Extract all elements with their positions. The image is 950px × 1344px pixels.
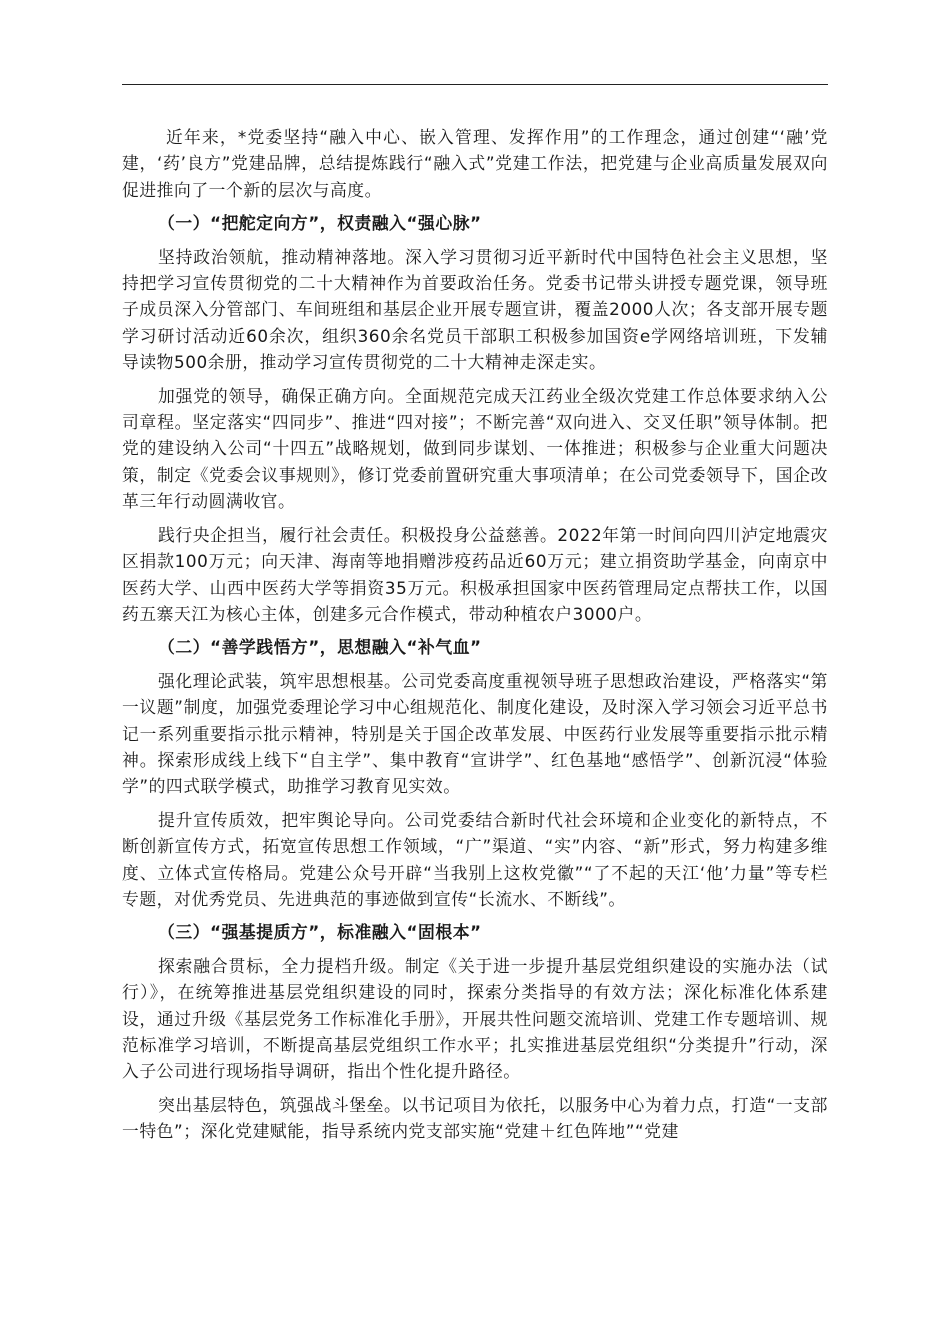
section-1-paragraph-3: 践行央企担当，履行社会责任。积极投身公益慈善。2022年第一时间向四川泸定地震灾区捐款100万元；向天津、海南等地捐赠涉疫药品近60万元；建立捐资助学基金，向南京中医药大学、山西中医药大学等捐资35万元。积极承担国家中医药管理局定点帮扶工作，以国药五寨天江为核心主体，创建多元合作模式，带动种植农户3000户。 — [122, 524, 828, 624]
intro-paragraph: 近年来，*党委坚持“融入中心、嵌入管理、发挥作用”的工作理念，通过创建“‘融’党建，‘药’良方”党建品牌，总结提炼践行“融入式”党建工作法，把党建与企业高质量发展双向促进推向了一个新的层次与高度。 — [122, 127, 828, 200]
document-body — [122, 124, 828, 1152]
section-1-paragraph-2: 加强党的领导，确保正确方向。全面规范完成天江药业全级次党建工作总体要求纳入公司章程。坚定落实“四同步”、推进“四对接”；不断完善“双向进入、交叉任职”领导体制。把党的建设纳入公司“十四五”战略规划，做到同步谋划、一体推进；积极参与企业重大问题决策，制定《党委会议事规则》，修订党委前置研究重大事项清单；在公司党委领导下，国企改革三年行动圆满收官。 — [122, 385, 828, 512]
header-divider — [122, 84, 828, 85]
section-2-paragraph-1: 强化理论武装，筑牢思想根基。公司党委高度重视领导班子思想政治建设，严格落实“第一议题”制度，加强党委理论学习中心组规范化、制度化建设，及时深入学习领会习近平总书记一系列重要指示批示精神，特别是关于国企改革发展、中医药行业发展等重要指示批示精神。探索形成线上线下“自主学”、集中教育“宣讲学”、红色基地“感悟学”、创新沉浸“体验学”的四式联学模式，助推学习教育见实效。 — [122, 670, 828, 797]
section-heading-1: （一）“把舵定向方”，权责融入“强心脉” — [158, 213, 482, 234]
section-3-paragraph-2: 突出基层特色，筑强战斗堡垒。以书记项目为依托，以服务中心为着力点，打造“一支部一特色”；深化党建赋能，指导系统内党支部实施“党建＋红色阵地”“党建 — [122, 1094, 828, 1142]
section-2-paragraph-2: 提升宣传质效，把牢舆论导向。公司党委结合新时代社会环境和企业变化的新特点，不断创新宣传方式，拓宽宣传思想工作领域，“广”渠道、“实”内容、“新”形式，努力构建多维度、立体式宣传格局。党建公众号开辟“当我别上这枚党徽”“了不起的天江‘他’力量”等专栏专题，对优秀党员、先进典范的事迹做到宣传“长流水、不断线”。 — [122, 809, 828, 909]
section-heading-2: （二）“善学践悟方”，思想融入“补气血” — [158, 637, 482, 658]
section-heading-3: （三）“强基提质方”，标准融入“固根本” — [158, 922, 482, 943]
section-1-paragraph-1: 坚持政治领航，推动精神落地。深入学习贯彻习近平新时代中国特色社会主义思想，坚持把学习宣传贯彻党的二十大精神作为首要政治任务。党委书记带头讲授专题党课，领导班子成员深入分管部门、车间班组和基层企业开展专题宣讲，覆盖2000人次；各支部开展专题学习研讨活动近60余次，组织360余名党员干部职工积极参加国资e学网络培训班，下发辅导读物500余册，推动学习宣传贯彻党的二十大精神走深走实。 — [122, 246, 828, 373]
section-3-paragraph-1: 探索融合贯标，全力提档升级。制定《关于进一步提升基层党组织建设的实施办法（试行）》，在统筹推进基层党组织建设的同时，探索分类指导的有效方法；深化标准化体系建设，通过升级《基层党务工作标准化手册》，开展共性问题交流培训、党建工作专题培训、规范标准学习培训，不断提高基层党组织工作水平；扎实推进基层党组织“分类提升”行动，深入子公司进行现场指导调研，指出个性化提升路径。 — [122, 955, 828, 1082]
